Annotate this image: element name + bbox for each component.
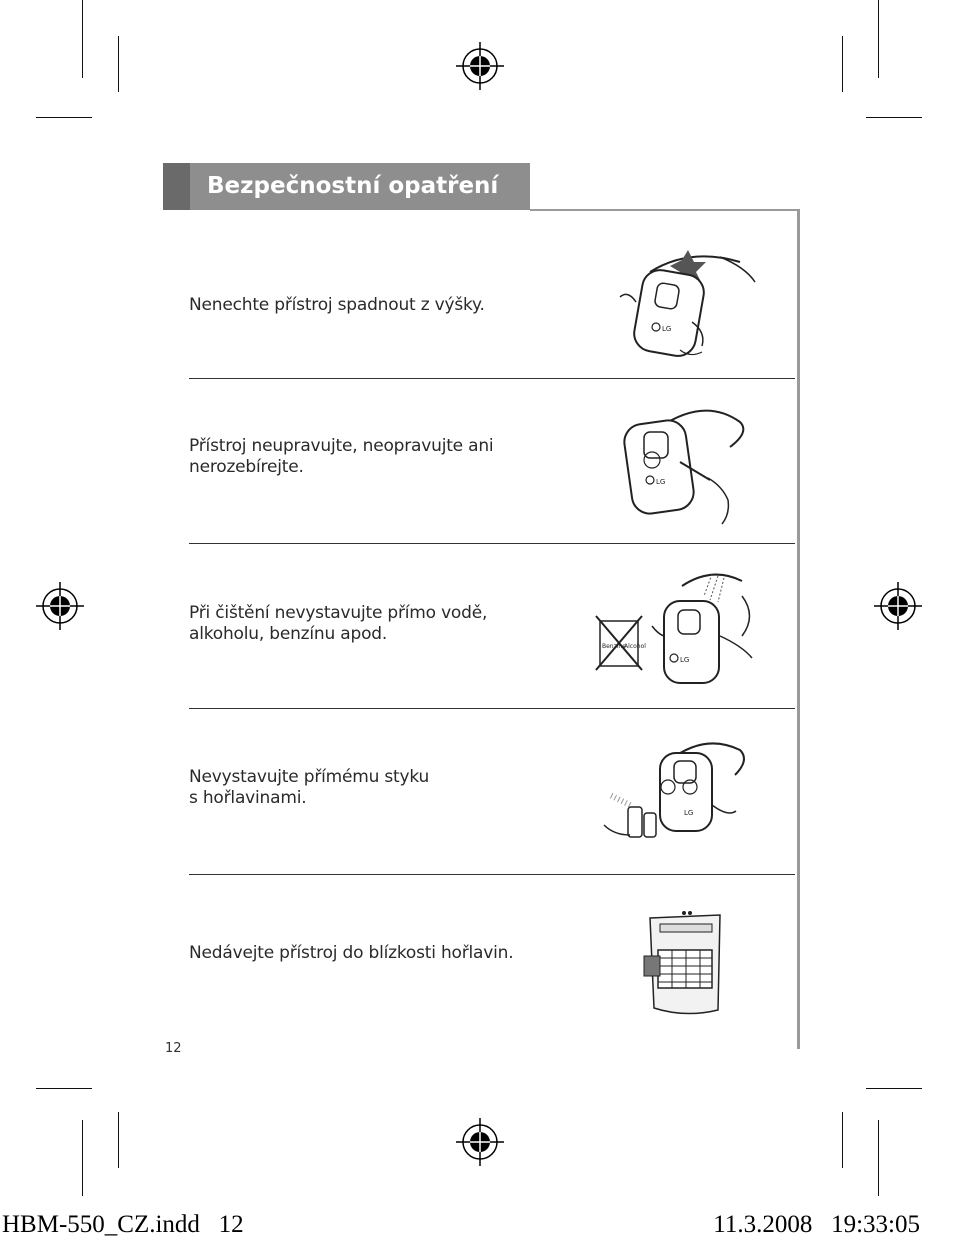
precaution-line: Přístroj neupravujte, neopravujte ani [189,436,494,456]
crop-mark [118,1112,119,1168]
crop-mark [82,0,83,78]
crop-mark [866,117,922,118]
alcohol-label: Alcohol [624,643,646,650]
crop-mark [878,0,879,78]
heater-illustration-icon [640,910,730,1020]
crop-mark [842,36,843,92]
item-separator [189,874,795,875]
svg-text:LG: LG [684,809,694,817]
precaution-line: s hořlavinami. [189,788,307,808]
item-separator [189,378,795,379]
svg-text:LG: LG [680,656,690,664]
crop-mark [118,36,119,92]
crop-mark [878,1120,879,1196]
precaution-text [189,603,487,645]
precaution-line: Nevystavujte přímému styku [189,767,430,787]
precaution-text [189,295,485,316]
frame-border-top [530,209,800,211]
crop-mark [82,1120,83,1196]
item-separator [189,708,795,709]
benzine-label: Benzine [602,643,626,650]
precaution-text [189,436,493,478]
item-separator [189,543,795,544]
precaution-line: Nenechte přístroj spadnout z výšky. [189,295,485,315]
precaution-text [189,767,429,809]
precaution-line: Při čištění nevystavujte přímo vodě, [189,603,488,623]
registration-mark-icon [36,582,84,630]
footer-timestamp: 11.3.2008 19:33:05 [713,1211,920,1238]
precaution-text [189,943,513,964]
svg-text:LG: LG [656,478,666,486]
crop-mark [36,1088,92,1089]
svg-text:LG: LG [662,325,672,333]
precaution-line: alkoholu, benzínu apod. [189,624,388,644]
registration-mark-icon [456,42,504,90]
precaution-line: nerozebírejte. [189,457,304,477]
crop-mark [842,1112,843,1168]
frame-border-right [797,209,800,1049]
registration-mark-icon [456,1118,504,1166]
crop-mark [866,1088,922,1089]
device-drop-illustration-icon [610,242,760,362]
device-water-illustration-icon [592,566,767,691]
section-title: Bezpečnostní opatření [207,173,499,199]
device-spray-illustration-icon [600,735,755,850]
section-header-tab [163,163,190,210]
crop-mark [36,117,92,118]
device-screwdriver-illustration-icon [610,402,760,527]
registration-mark-icon [874,582,922,630]
footer-file-info: HBM-550_CZ.indd 12 [2,1211,244,1238]
precaution-line: Nedávejte přístroj do blízkosti hořlavin. [189,943,514,963]
page-number: 12 [165,1041,182,1056]
